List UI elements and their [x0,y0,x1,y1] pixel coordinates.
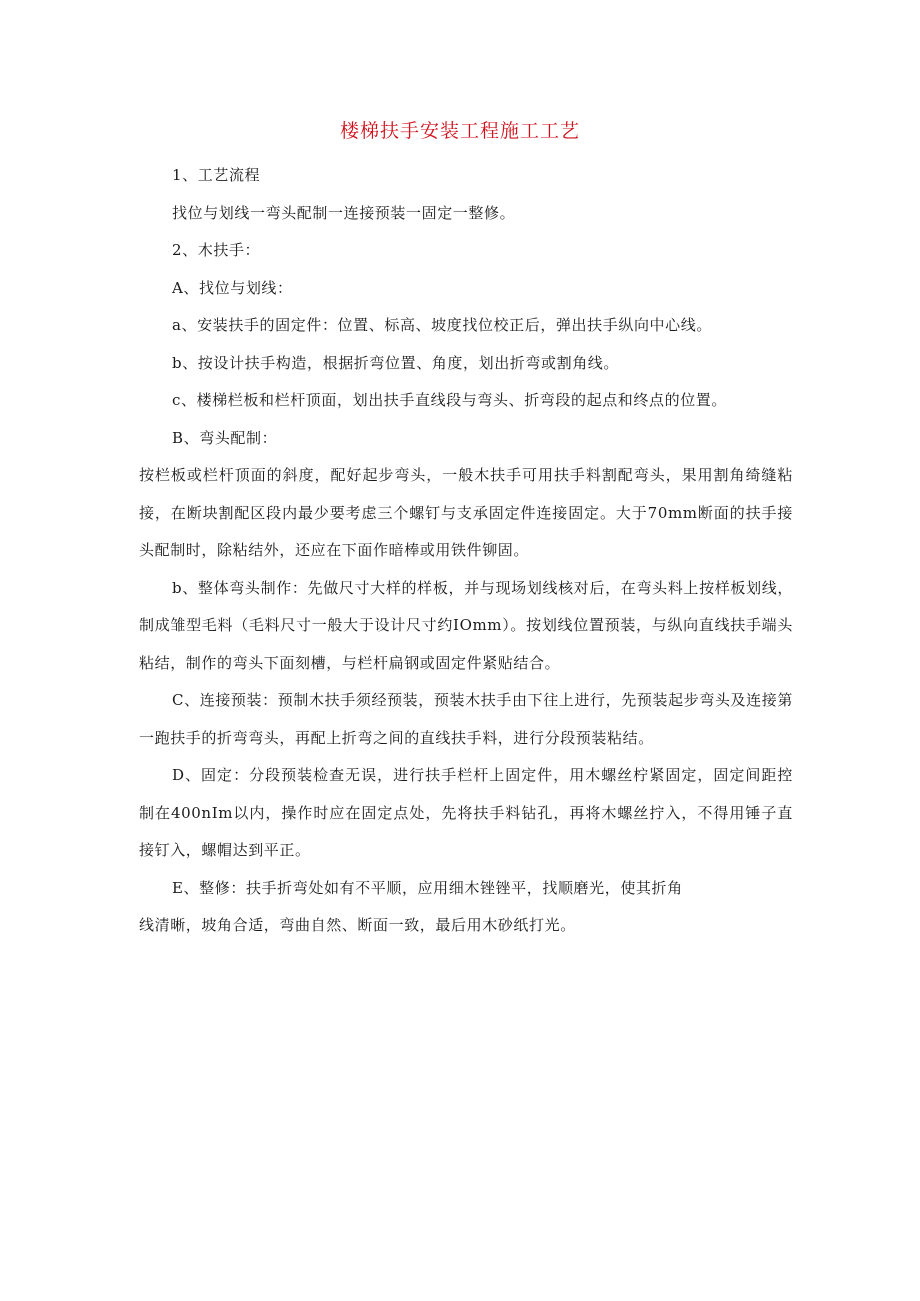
paragraph-fixing-parts: a、安装扶手的固定件：位置、标高、坡度找位校正后，弹出扶手纵向中心线。 [172,316,712,334]
paragraph-process-steps: 找位与划线一弯头配制一连接预装一固定一整修。 [172,203,516,222]
heading-wood-handrail: 2、木扶手： [172,241,261,259]
paragraph-elbow-cutting: 按栏板或栏杆顶面的斜度，配好起步弯头，一般木扶手可用扶手料割配弯头，果用割角绮缝粘接，在断块割配区段内最少要考虑三个螺钉与支承固定件连接固定。大于70mm断面的扶手接头配制时，除粘结外，还应在下面作暗棒或用铁件铆固。 [139,466,793,559]
document-title: 楼梯扶手安装工程施工工艺 [339,120,580,142]
paragraph-integral-elbow: b、整体弯头制作：先做尺寸大样的样板，并与现场划线核对后，在弯头料上按样板划线，制成雏型毛料（毛料尺寸一般大于设计尺寸约IOmm）。按划线位置预装，与纵向直线扶手端头粘结，制作的弯头下面刻槽，与栏杆扁钢或固定件紧贴结合。 [139,578,793,672]
heading-process-flow: 1、工艺流程 [172,166,261,184]
paragraph-bend-lines: b、按设计扶手构造，根据折弯位置、角度，划出折弯或割角线。 [172,353,620,372]
paragraph-trimming-continued: 线清晰，坡角合适，弯曲自然、断面一致，最后用木砂纸打光。 [139,916,576,934]
paragraph-fixing: D、固定：分段预装检查无误，进行扶手栏杆上固定件，用木螺丝柠紧固定，固定间距控制在400nIm以内，操作时应在固定点处，先将扶手料钻孔，再将木螺丝拧入，不得用锤子直接钉入，螺帽达到平正。 [139,766,793,859]
document-body [139,157,793,945]
paragraph-pre-assembly: C、连接预装：预制木扶手须经预装，预装木扶手由下往上进行，先预装起步弯头及连接第一跑扶手的折弯弯头，再配上折弯之间的直线扶手料，进行分段预装粘结。 [139,691,793,747]
heading-positioning: A、找位与划线： [172,278,293,297]
heading-elbow-making: B、弯头配制： [172,428,278,447]
paragraph-start-end-points: c、楼梯栏板和栏杆顶面，划出扶手直线段与弯头、折弯段的起点和终点的位置。 [172,391,728,409]
paragraph-trimming: E、整修：扶手折弯处如有不平顺，应用细木锉锉平，找顺磨光，使其折角 [172,878,683,897]
